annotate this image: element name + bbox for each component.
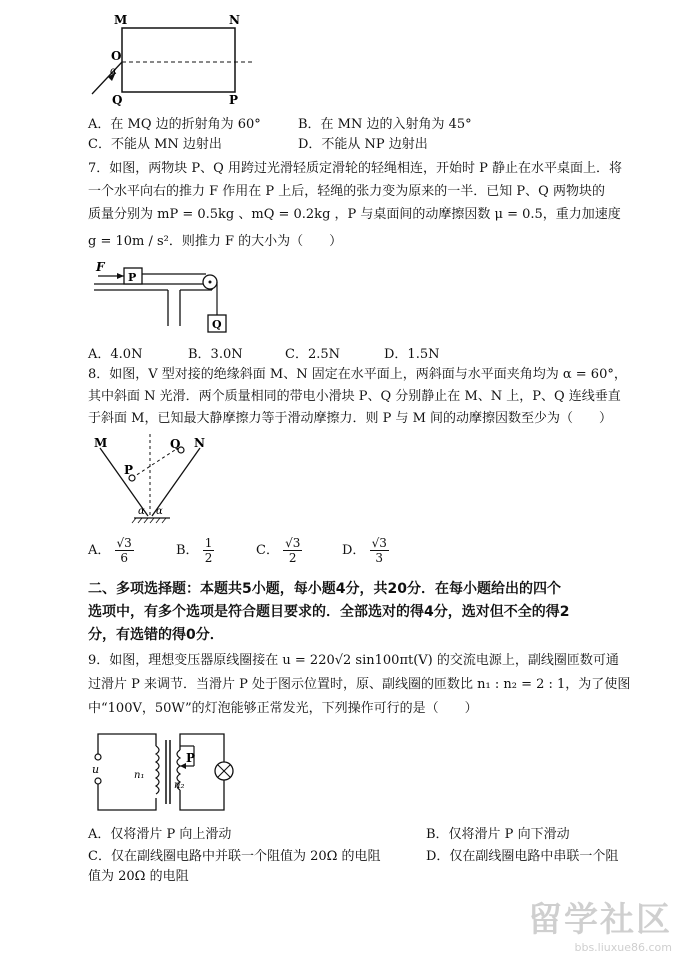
q8-option-d-label: D． xyxy=(342,543,366,558)
q8-option-a-fraction xyxy=(115,536,134,565)
q8-option-a-den: 6 xyxy=(120,551,128,565)
q9-line-3: 中“100V，50W”的灯泡能够正常发光，下列操作可行的是（ ） xyxy=(88,701,478,716)
watermark-url: bbs.liuxue86.com xyxy=(574,941,672,954)
q9-option-d: D．仅在副线圈电路中串联一个阻 xyxy=(426,849,619,864)
label-P: P xyxy=(229,93,239,106)
label-n1: n₁ xyxy=(134,770,145,781)
label-block-P: P xyxy=(128,271,137,284)
section2-line-2: 选项中，有多个选项是符合题目要求的．全部选对的得4分，选对但不全的得2 xyxy=(88,604,570,620)
label-F: F xyxy=(96,260,105,274)
q7-line-2: 一个水平向右的推力 F 作用在 P 上后，轻绳的张力变为原来的一半．已知 P、Q 两物块的 xyxy=(88,184,605,199)
label-slope-N: N xyxy=(194,436,205,450)
section2-line-1: 二、多项选择题：本题共5小题，每小题4分，共20分．在每小题给出的四个 xyxy=(88,581,561,597)
transformer-figure xyxy=(90,726,240,818)
q8-option-c-num: √3 xyxy=(285,536,301,550)
q8-option-c-fraction xyxy=(283,536,302,565)
q8-option-c-den: 2 xyxy=(288,551,297,565)
pulley-figure xyxy=(92,258,242,338)
q6-option-c: C．不能从 MN 边射出 xyxy=(88,137,222,152)
q8-option-b-label: B． xyxy=(176,543,199,558)
q8-line-1: 8．如图，V 型对接的绝缘斜面 M、N 固定在水平面上，两斜面与水平面夹角均为 α = 60°， xyxy=(88,367,627,382)
q8-option-d xyxy=(342,536,389,565)
label-angle-right: α xyxy=(156,506,163,517)
q7-line-3: 质量分别为 mP = 0.5kg 、mQ = 0.2kg ，P 与桌面间的动摩擦因数 μ = 0.5，重力加速度 xyxy=(88,207,621,222)
label-Q: Q xyxy=(112,93,123,106)
q9-option-a: A．仅将滑片 P 向上滑动 xyxy=(88,827,232,842)
q8-option-d-num: √3 xyxy=(371,536,387,550)
q8-option-a xyxy=(88,536,134,565)
q9-option-c: C．仅在副线圈电路中并联一个阻值为 20Ω 的电阻 xyxy=(88,849,381,864)
q6-option-d: D．不能从 NP 边射出 xyxy=(298,137,428,152)
q8-option-a-num: √3 xyxy=(116,536,132,550)
q6-option-a: A．在 MQ 边的折射角为 60° xyxy=(88,117,261,132)
q9-option-d-cont: 值为 20Ω 的电阻 xyxy=(88,869,189,884)
q6-option-b: B．在 MN 边的入射角为 45° xyxy=(298,117,472,132)
v-slope-figure xyxy=(90,434,220,526)
q8-option-b xyxy=(176,536,214,565)
q8-line-2: 其中斜面 N 光滑．两个质量相同的带电小滑块 P、Q 分别静止在 M、N 上，P、Q 连线垂直 xyxy=(88,389,621,404)
label-M: M xyxy=(114,14,128,27)
q8-option-b-num: 1 xyxy=(204,536,213,550)
q8-option-c-label: C． xyxy=(256,543,279,558)
q9-line-2: 过滑片 P 来调节．当滑片 P 处于图示位置时，原、副线圈的匝数比 n₁ : n₂ = 2 : 1，为了使图 xyxy=(88,677,631,692)
label-angle-left: α xyxy=(138,506,145,517)
label-block-Q: Q xyxy=(212,318,222,331)
q8-option-c xyxy=(256,536,302,565)
q8-option-d-fraction xyxy=(370,536,389,565)
q8-option-b-fraction xyxy=(203,536,215,565)
q8-option-b-den: 2 xyxy=(204,551,213,565)
q7-line-1: 7．如图，两物块 P、Q 用跨过光滑轻质定滑轮的轻绳相连，开始时 P 静止在水平桌面上．将 xyxy=(88,161,622,176)
label-slope-M: M xyxy=(94,436,108,450)
label-slider-Q: Q xyxy=(170,437,181,451)
label-N: N xyxy=(229,14,240,27)
q8-line-3: 于斜面 M，已知最大静摩擦力等于滑动摩擦力．则 P 与 M 间的动摩擦因数至少为（ ） xyxy=(88,411,613,426)
q7-option-b: B．3.0N xyxy=(188,347,243,362)
label-slider: P xyxy=(186,751,196,765)
q7-line-4: g = 10m / s²．则推力 F 的大小为（ ） xyxy=(88,234,343,249)
label-u: u xyxy=(92,763,100,776)
label-alpha: α xyxy=(110,66,117,77)
label-slider-P: P xyxy=(124,463,134,477)
section2-line-3: 分，有选错的得0分． xyxy=(88,627,224,643)
refraction-figure xyxy=(86,14,256,106)
label-n2: n₂ xyxy=(174,780,185,791)
q8-option-a-label: A． xyxy=(88,543,111,558)
q7-option-a: A．4.0N xyxy=(88,347,143,362)
q8-option-d-den: 3 xyxy=(375,551,384,565)
label-O: O xyxy=(111,49,122,63)
watermark-text: 留学社区 xyxy=(528,900,672,940)
q9-line-1: 9．如图，理想变压器原线圈接在 u = 220√2 sin100πt(V) 的交流电源上，副线圈匝数可通 xyxy=(88,653,619,668)
q7-option-c: C．2.5N xyxy=(285,347,340,362)
q9-option-b: B．仅将滑片 P 向下滑动 xyxy=(426,827,570,842)
watermark-logo xyxy=(528,892,672,954)
q7-option-d: D．1.5N xyxy=(384,347,440,362)
